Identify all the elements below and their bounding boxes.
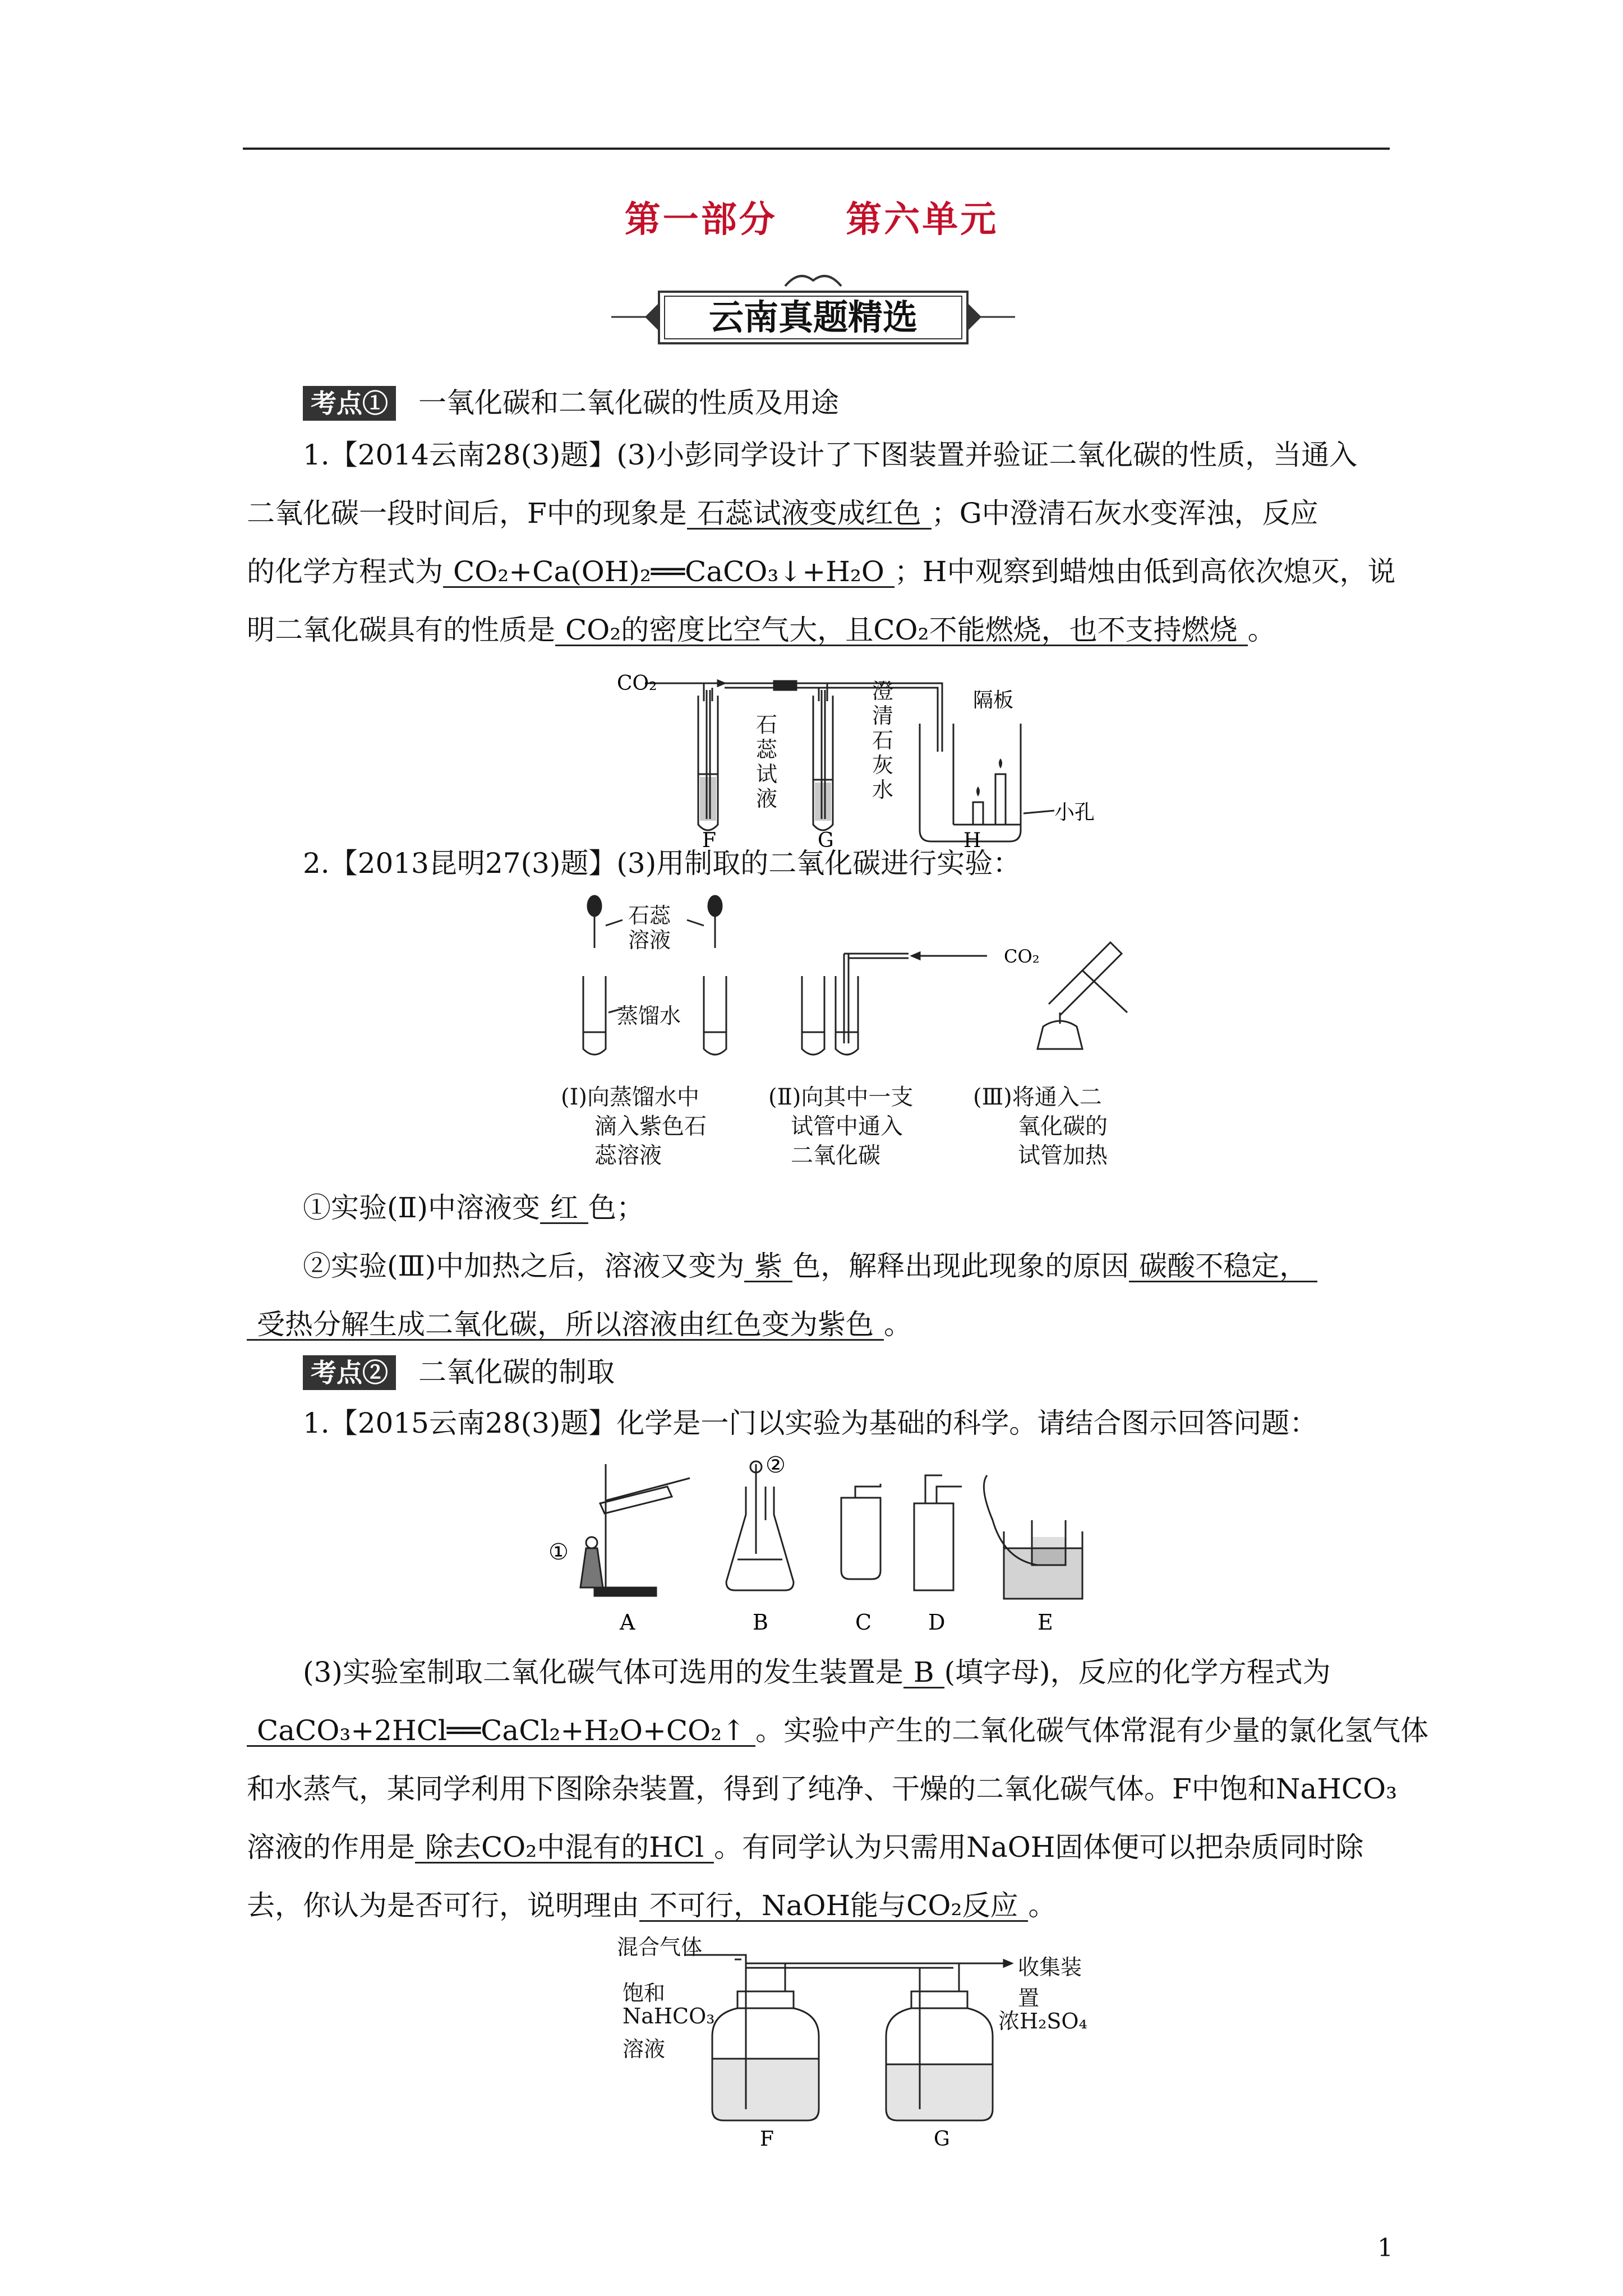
label-h: H xyxy=(963,829,981,852)
figure-fgh xyxy=(606,662,1095,853)
answer-blank: B xyxy=(903,1658,944,1688)
q1-line2 xyxy=(247,497,1318,530)
q1-line3 xyxy=(247,555,1396,588)
header-rule xyxy=(243,148,1390,150)
label-mixed-gas: 混合气体 xyxy=(617,1935,703,1959)
answer-blank: CaCO₃+2HCl══CaCl₂+H₂O+CO₂↑ xyxy=(247,1716,755,1747)
label-water: 蒸馏水 xyxy=(617,1004,681,1028)
label-collect: 收集装置 xyxy=(1018,1955,1082,2010)
banner-text: 云南真题精选 xyxy=(708,297,917,338)
text: 。有同学认为只需用NaOH固体便可以把杂质同时除 xyxy=(714,1831,1364,1864)
caption-line: 氧化碳的 xyxy=(1018,1114,1108,1139)
caption-1 xyxy=(561,1083,707,1170)
s2-q1-line1: 1.【2015云南28(3)题】化学是一门以实验为基础的科学。请结合图示回答问题： xyxy=(303,1407,1318,1439)
q2-answer1 xyxy=(303,1191,644,1224)
caption-2 xyxy=(768,1083,913,1170)
kaodian-badge: 考点② xyxy=(303,1355,396,1390)
text: (填字母)，反应的化学方程式为 xyxy=(944,1656,1331,1688)
text: 的化学方程式为 xyxy=(247,555,443,588)
text: ②实验(Ⅲ)中加热之后，溶液又变为 xyxy=(303,1250,745,1282)
q2-line1: 2.【2013昆明27(3)题】(3)用制取的二氧化碳进行实验： xyxy=(303,847,1021,880)
text: 。 xyxy=(1028,1889,1057,1922)
section2-heading-text: 二氧化碳的制取 xyxy=(418,1356,615,1388)
caption-line: 二氧化碳 xyxy=(791,1143,880,1168)
page-number: 1 xyxy=(1377,2234,1393,2262)
text: (3)实验室制取二氧化碳气体可选用的发生装置是 xyxy=(303,1656,903,1688)
text: 色； xyxy=(588,1191,644,1224)
label-a: A xyxy=(620,1610,635,1635)
text: 溶液的作用是 xyxy=(247,1831,415,1864)
label-c: C xyxy=(855,1610,872,1635)
label-f-liquid: 石蕊试液 xyxy=(756,712,778,811)
text: 色，解释出现此现象的原因 xyxy=(792,1250,1129,1282)
label-mark1: ① xyxy=(548,1539,569,1565)
q2-answer2-cont xyxy=(247,1308,912,1341)
caption-line: (Ⅰ)向蒸馏水中 xyxy=(561,1084,700,1110)
s2-line3: 和水蒸气，某同学利用下图除杂装置，得到了纯净、干燥的二氧化碳气体。F中饱和NaHCO₃ xyxy=(247,1773,1398,1805)
q1-line1: 1.【2014云南28(3)题】(3)小彭同学设计了下图装置并验证二氧化碳的性质，当通入 xyxy=(303,439,1358,471)
text: 去，你认为是否可行，说明理由 xyxy=(247,1889,639,1922)
title-part: 第一部分 xyxy=(624,199,777,241)
text: 明二氧化碳具有的性质是 xyxy=(247,614,555,646)
section1-heading-text: 一氧化碳和二氧化碳的性质及用途 xyxy=(418,386,839,419)
label-d: D xyxy=(928,1610,946,1635)
label-f: F xyxy=(760,2128,774,2151)
caption-line: 滴入紫色石 xyxy=(594,1114,707,1139)
s2-line1 xyxy=(303,1656,1331,1688)
figure-litmus xyxy=(555,892,1144,1060)
s2-line4 xyxy=(247,1831,1363,1864)
answer-blank: 碳酸不稳定， xyxy=(1129,1251,1317,1282)
kaodian-badge: 考点① xyxy=(303,386,396,421)
caption-line: 试管加热 xyxy=(1018,1143,1108,1168)
label-litmus: 石蕊溶液 xyxy=(628,903,671,953)
text: 。实验中产生的二氧化碳气体常混有少量的氯化氢气体 xyxy=(755,1714,1429,1747)
q2-answer2 xyxy=(303,1250,1317,1282)
caption-line: 蕊溶液 xyxy=(594,1143,662,1168)
label-co2: CO₂ xyxy=(617,672,657,695)
page-title xyxy=(0,191,1623,242)
answer-blank: 紫 xyxy=(744,1251,792,1282)
caption-line: (Ⅱ)向其中一支 xyxy=(768,1084,914,1110)
figure-apparatus xyxy=(544,1453,1105,1638)
title-unit: 第六单元 xyxy=(846,199,999,241)
caption-3 xyxy=(973,1083,1108,1170)
text: ①实验(Ⅱ)中溶液变 xyxy=(303,1191,540,1224)
answer-blank: CO₂的密度比空气大，且CO₂不能燃烧，也不支持燃烧 xyxy=(555,615,1248,646)
caption-line: 试管中通入 xyxy=(791,1114,903,1139)
label-saturated: 饱和 xyxy=(623,1981,666,2005)
label-g: G xyxy=(818,829,834,852)
label-mark2: ② xyxy=(766,1452,786,1478)
label-solution: 溶液 xyxy=(623,2037,666,2062)
answer-blank: 红 xyxy=(540,1193,588,1224)
label-hole: 小孔 xyxy=(1054,801,1095,824)
answer-blank: 不可行，NaOH能与CO₂反应 xyxy=(639,1891,1028,1922)
text: 。 xyxy=(884,1308,912,1341)
s2-line2 xyxy=(247,1714,1428,1747)
figure-fgh-drawing xyxy=(606,662,1095,853)
label-h2so4: 浓H₂SO₄ xyxy=(998,2009,1087,2033)
section1-heading xyxy=(303,386,839,421)
text: 二氧化碳一段时间后，F中的现象是 xyxy=(247,497,687,530)
label-b: B xyxy=(753,1610,768,1635)
answer-blank: 除去CO₂中混有的HCl xyxy=(415,1833,714,1864)
label-nahco3: NaHCO₃ xyxy=(623,2004,715,2028)
figure-wash-bottles xyxy=(617,1930,1099,2151)
figure-apparatus-drawing xyxy=(544,1453,1105,1638)
section2-heading xyxy=(303,1355,615,1390)
q1-line4 xyxy=(247,614,1276,646)
answer-blank: 受热分解生成二氧化碳，所以溶液由红色变为紫色 xyxy=(247,1310,884,1341)
label-g-liquid: 澄清石灰水 xyxy=(872,679,894,802)
section-banner xyxy=(606,264,1021,353)
answer-blank: CO₂+Ca(OH)₂══CaCO₃↓+H₂O xyxy=(443,557,895,588)
label-co2: CO₂ xyxy=(1004,946,1040,967)
label-f: F xyxy=(702,829,716,852)
caption-line: (Ⅲ)将通入二 xyxy=(973,1084,1102,1110)
s2-line5 xyxy=(247,1889,1056,1922)
text: ；H中观察到蜡烛由低到高依次熄灭，说 xyxy=(894,555,1396,588)
text: 。 xyxy=(1247,614,1276,646)
answer-blank: 石蕊试液变成红色 xyxy=(687,499,932,530)
text: ；G中澄清石灰水变浑浊，反应 xyxy=(931,497,1318,530)
label-e: E xyxy=(1038,1610,1053,1635)
label-partition: 隔板 xyxy=(973,689,1014,712)
label-g: G xyxy=(934,2128,950,2151)
